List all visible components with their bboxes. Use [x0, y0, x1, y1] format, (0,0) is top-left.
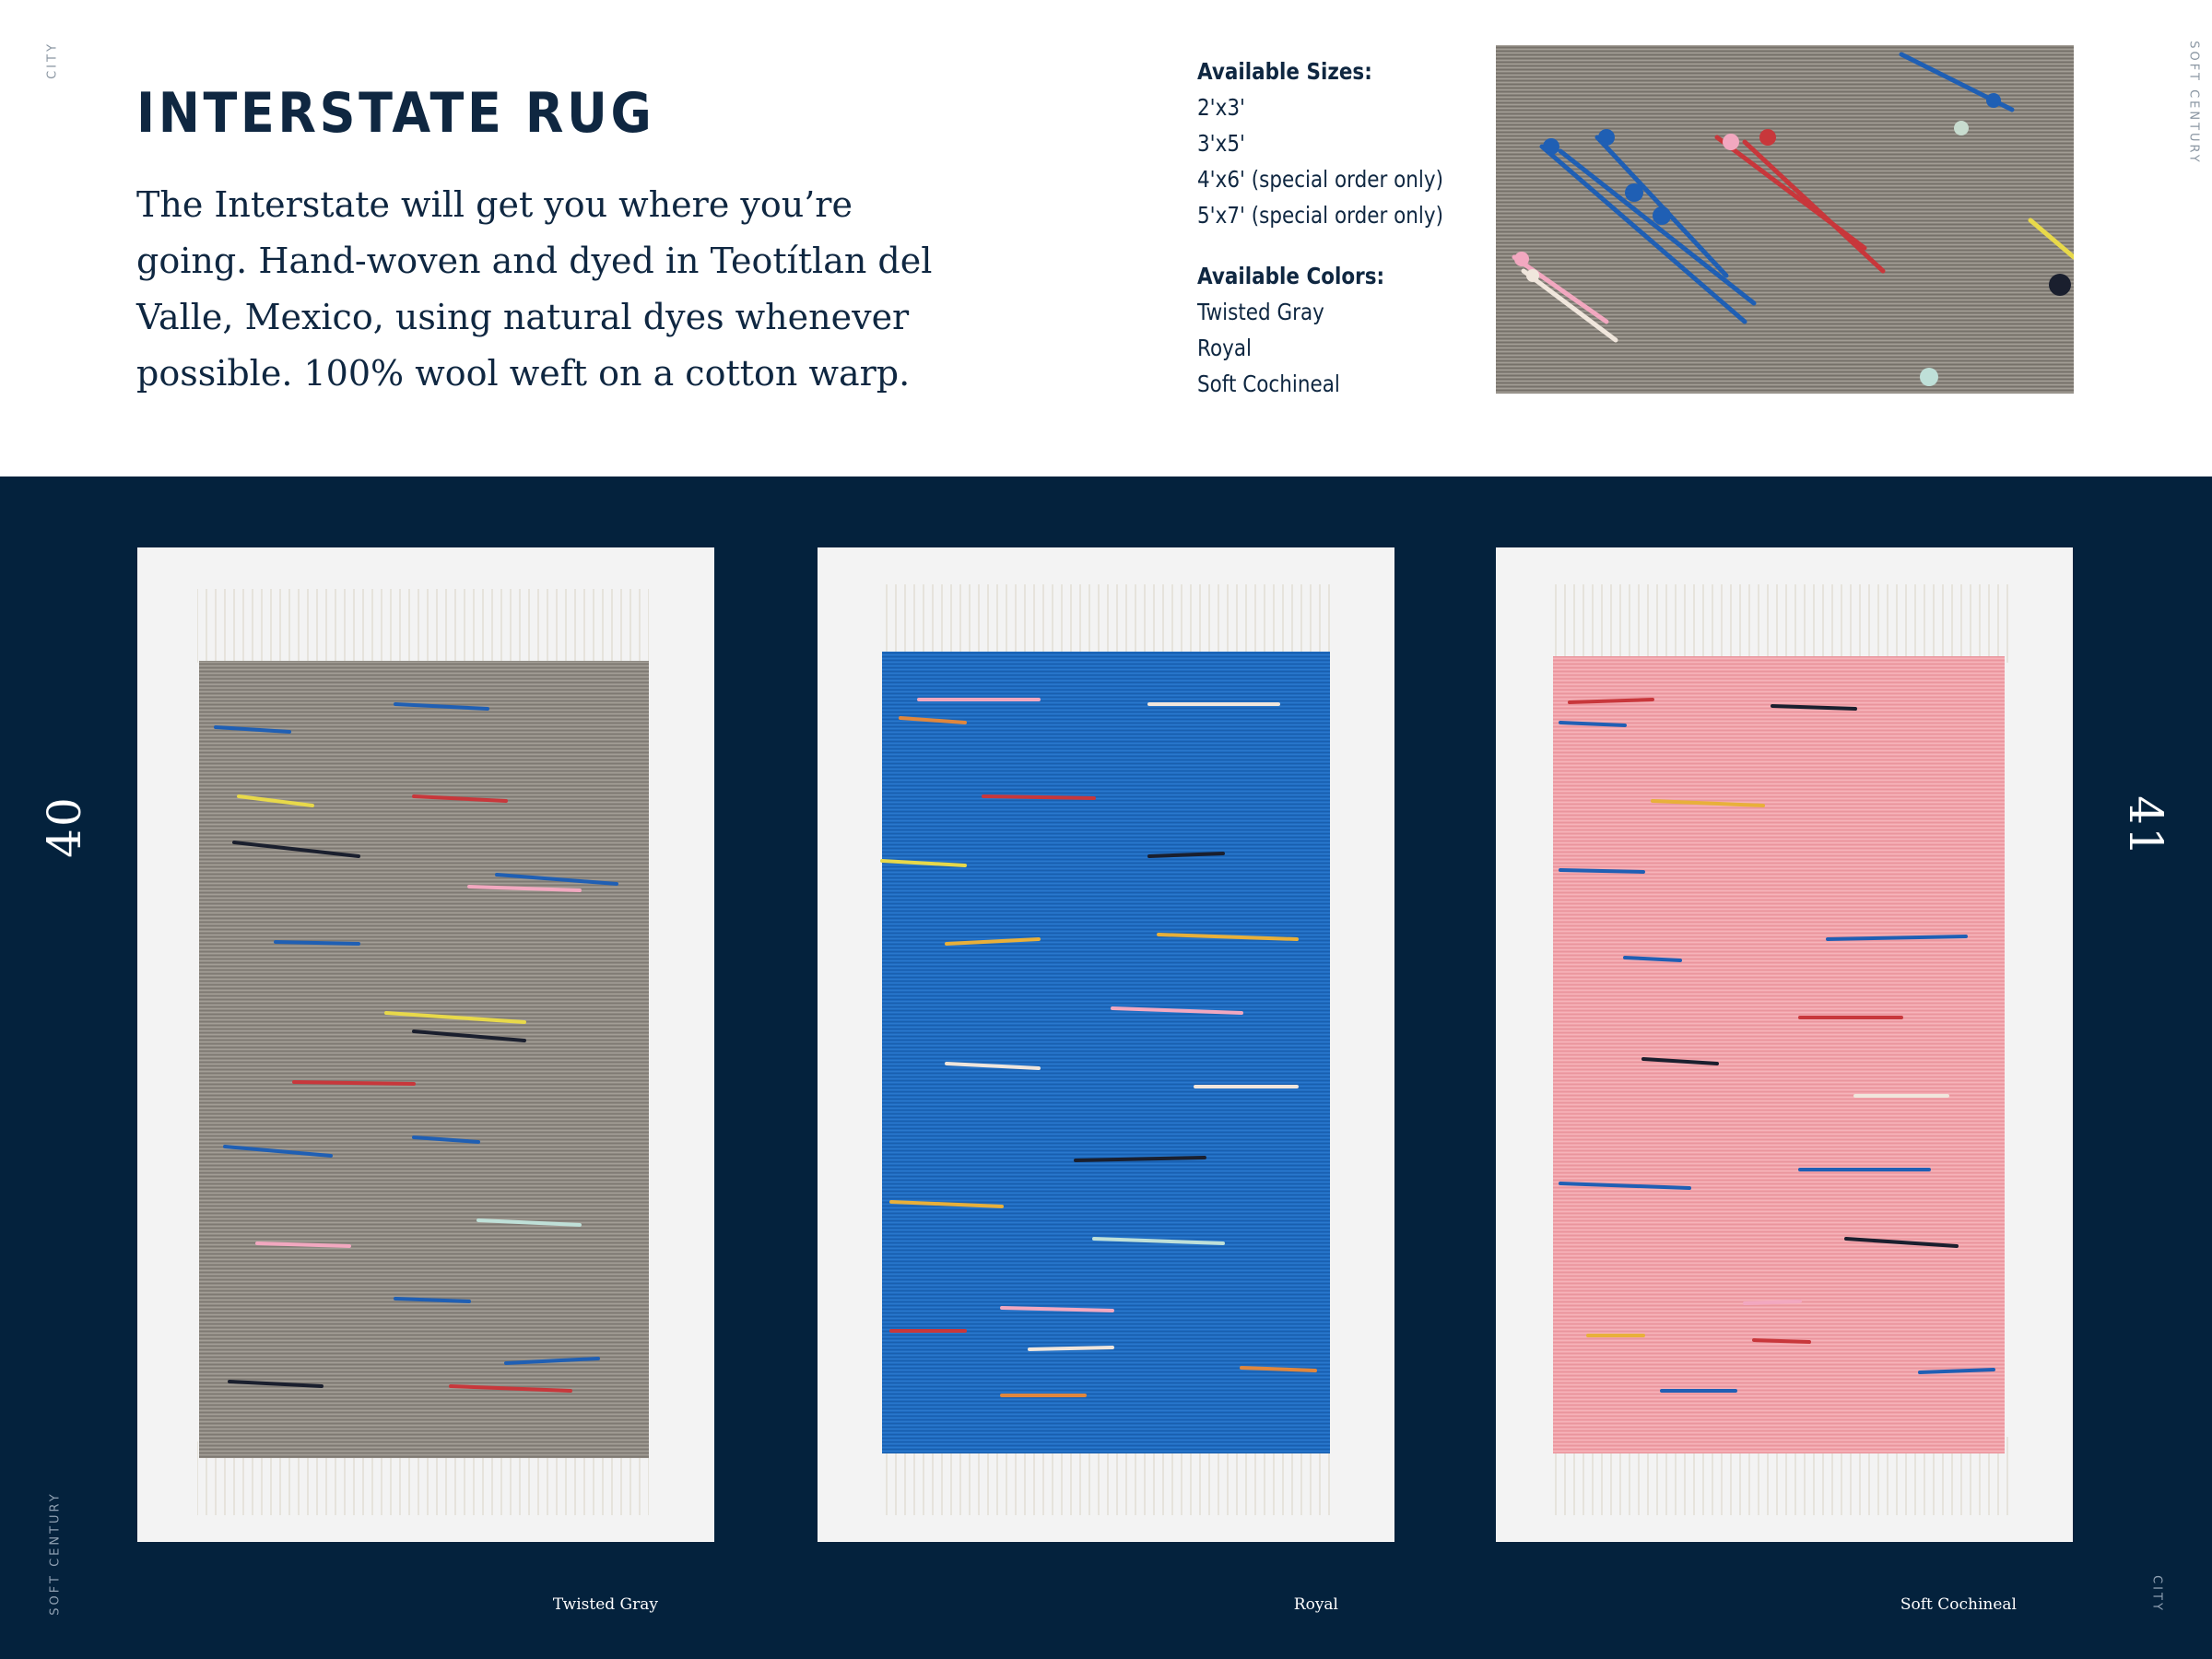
color-item: Royal — [1197, 335, 1253, 361]
rug-photo-icon — [1496, 547, 2073, 1542]
running-foot-right: CITY — [2149, 1575, 2164, 1613]
caption-soft-cochineal: Soft Cochineal — [1900, 1595, 2017, 1614]
size-item: 2'x3' — [1197, 94, 1245, 121]
product-description: The Interstate will get you where you’re going. Hand-woven and dyed in Teotítlan del Valle, Mexico, using natural dyes whenever possible. 100% wool weft on a cotton warp. — [136, 184, 933, 394]
rug-detail-photo — [1496, 45, 2074, 394]
caption-royal: Royal — [1293, 1595, 1338, 1614]
running-foot-left: SOFT CENTURY — [48, 1491, 63, 1616]
rug-card-royal — [818, 547, 1394, 1542]
caption-twisted-gray: Twisted Gray — [552, 1595, 658, 1614]
color-item: Soft Cochineal — [1197, 371, 1340, 397]
running-head-right: SOFT CENTURY — [2186, 41, 2201, 165]
colors-block — [1197, 258, 1384, 402]
rug-card-twisted-gray — [137, 547, 714, 1542]
size-item: 4'x6' (special order only) — [1197, 166, 1444, 193]
rug-photo-icon — [137, 547, 714, 1542]
running-head-left: CITY — [45, 41, 60, 79]
size-item: 5'x7' (special order only) — [1197, 202, 1444, 229]
rug-card-soft-cochineal — [1496, 547, 2073, 1542]
sizes-block — [1197, 53, 1443, 233]
rug-photo-icon — [818, 547, 1394, 1542]
page-number-right: 41 — [2119, 795, 2172, 858]
page-number-left: 40 — [38, 795, 91, 858]
product-title: INTERSTATE RUG — [136, 81, 655, 146]
colors-heading: Available Colors: — [1197, 263, 1385, 289]
sizes-heading: Available Sizes: — [1197, 58, 1372, 85]
size-item: 3'x5' — [1197, 130, 1245, 157]
color-item: Twisted Gray — [1197, 299, 1324, 325]
